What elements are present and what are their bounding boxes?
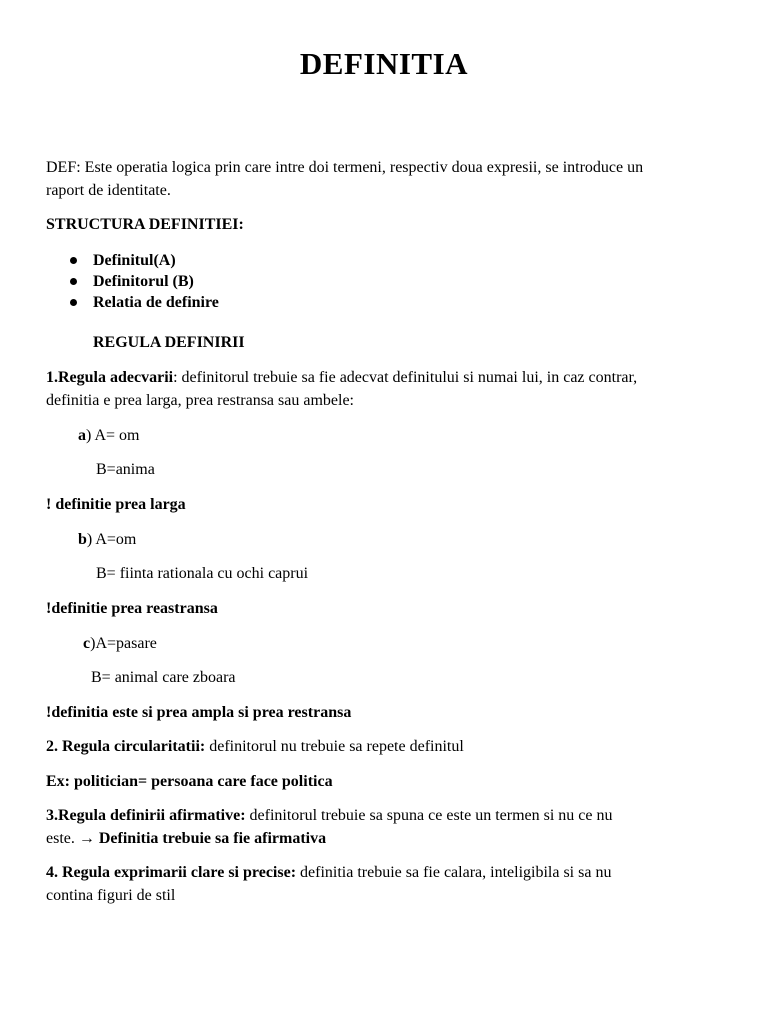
rule-2-text: definitorul nu trebuie sa repete definitul bbox=[205, 738, 464, 755]
rule-heading: REGULA DEFINIRII bbox=[93, 334, 245, 351]
example-b-line-a: b) A=om bbox=[78, 531, 137, 548]
rule-1-text: : definitorul trebuie sa fie adecvat definitului si numai lui, in caz contrar, bbox=[173, 369, 638, 386]
example-b-line-b: B= fiinta rationala cu ochi caprui bbox=[96, 565, 309, 582]
rule-3-paragraph: 3.Regula definirii afirmative: definitorul trebuie sa spuna ce este un termen si nu ce nu este. → Definitia trebuie sa fie afirmativa bbox=[46, 807, 613, 847]
list-item: Definitorul (B) bbox=[46, 271, 219, 292]
example-a-verdict: ! definitie prea larga bbox=[46, 496, 186, 513]
rule-1-label: 1.Regula adecvarii bbox=[46, 369, 174, 386]
rule-2-label: 2. Regula circularitatii: bbox=[46, 738, 206, 755]
bullet-icon bbox=[70, 278, 77, 285]
definition-line-1: DEF: Este operatia logica prin care intre doi termeni, respectiv doua expresii, se introduce un bbox=[46, 159, 644, 176]
example-c-verdict: !definitia este si prea ampla si prea restransa bbox=[46, 704, 352, 721]
rule-1-paragraph bbox=[46, 366, 726, 412]
list-item: Definitul(A) bbox=[46, 250, 219, 271]
definition-line-2: raport de identitate. bbox=[46, 182, 171, 199]
page-title: DEFINITIA bbox=[299, 46, 469, 81]
structure-heading: STRUCTURA DEFINITIEI: bbox=[46, 216, 244, 233]
bullet-icon bbox=[70, 257, 77, 264]
rule-4-text: definitia trebuie sa fie calara, inteligibila si sa nu bbox=[296, 864, 612, 881]
example-b-verdict: !definitie prea reastransa bbox=[46, 600, 218, 617]
example-a-line-b: B=anima bbox=[96, 461, 155, 478]
example-c-line-a: c)A=pasare bbox=[83, 635, 157, 652]
rule-4-label: 4. Regula exprimarii clare si precise: bbox=[46, 864, 297, 881]
rule-3-conclusion: Definitia trebuie sa fie afirmativa bbox=[98, 830, 327, 847]
example-a-line-a: a) A= om bbox=[78, 427, 140, 444]
rule-2-example: Ex: politician= persoana care face politica bbox=[46, 773, 333, 790]
rule-3-label: 3.Regula definirii afirmative: bbox=[46, 807, 246, 824]
rule-4-text-line-2: contina figuri de stil bbox=[46, 887, 176, 904]
rule-3-text: definitorul trebuie sa spuna ce este un termen si nu ce nu bbox=[245, 807, 613, 824]
rule-1-text-line-2: definitia e prea larga, prea restransa sau ambele: bbox=[46, 392, 354, 409]
list-item: Relatia de definire bbox=[46, 292, 219, 313]
rule-2-paragraph bbox=[46, 735, 726, 758]
example-c-line-b: B= animal care zboara bbox=[91, 669, 236, 686]
rule-4-paragraph bbox=[46, 861, 726, 907]
definition-paragraph bbox=[46, 156, 726, 202]
bullet-icon bbox=[70, 299, 77, 306]
structure-list bbox=[46, 250, 219, 313]
